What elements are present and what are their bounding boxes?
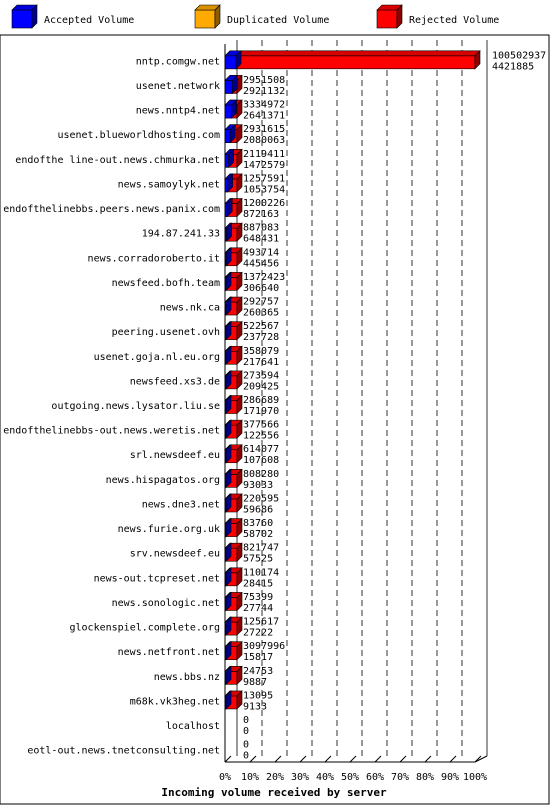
x-tick-label: 90% <box>440 772 460 783</box>
bar-row <box>225 617 242 635</box>
total-value-label: 0 <box>243 715 250 727</box>
server-label: news.netfront.net <box>117 647 220 659</box>
accepted-value-label: 306640 <box>243 282 280 294</box>
total-value-label: 614077 <box>243 444 280 456</box>
accepted-value-label: 2641371 <box>243 110 286 122</box>
total-value-label: 1257591 <box>243 173 286 185</box>
bar-row <box>225 396 242 414</box>
x-tick-label: 70% <box>390 772 410 783</box>
legend-label: Rejected Volume <box>409 15 500 26</box>
bar-row <box>225 51 480 69</box>
accepted-value-label: 260365 <box>243 307 280 319</box>
accepted-value-label: 209425 <box>243 381 280 393</box>
bar-row <box>225 174 242 192</box>
bar-row <box>225 272 242 290</box>
server-label: outgoing.news.lysator.liu.se <box>51 401 220 412</box>
bar-row <box>225 543 242 561</box>
server-label: glockenspiel.complete.org <box>69 622 220 634</box>
server-label: usenet.network <box>135 80 220 92</box>
server-label: news.bbs.nz <box>153 671 220 683</box>
x-tick-label: 0% <box>218 772 232 783</box>
accepted-value-label: 9133 <box>243 701 268 713</box>
x-tick <box>275 756 281 762</box>
accepted-bar <box>225 51 241 69</box>
accepted-value-label: 2080063 <box>243 135 286 147</box>
x-tick-label: 20% <box>265 772 285 783</box>
server-label: endofthe line-out.news.chmurka.net <box>15 154 220 166</box>
total-value-label: 75399 <box>243 591 274 603</box>
x-tick-label: 100% <box>462 772 488 783</box>
accepted-value-label: 237728 <box>243 332 280 344</box>
accepted-value-label: 27222 <box>243 627 274 639</box>
server-label: news.nntp4.net <box>135 105 220 117</box>
server-label: srl.newsdeef.eu <box>129 450 220 462</box>
server-label: newsfeed.xs3.de <box>129 376 220 388</box>
server-label: eotl-out.news.tnetconsulting.net <box>27 745 220 757</box>
accepted-value-label: 93033 <box>243 479 274 491</box>
bar-row <box>225 519 242 537</box>
accepted-value-label: 171970 <box>243 406 280 417</box>
accepted-value-label: 28415 <box>243 578 274 590</box>
bar-row <box>225 420 242 438</box>
x-tick-label: 30% <box>290 772 310 783</box>
accepted-value-label: 217641 <box>243 356 280 368</box>
red-3d-swatch-icon <box>377 5 402 28</box>
server-label: endofthelinebbs.peers.news.panix.com <box>3 204 220 216</box>
x-tick-label: 40% <box>315 772 335 783</box>
blue-3d-swatch-icon <box>12 5 37 28</box>
bar-row <box>225 469 242 487</box>
x-axis-depth-line <box>475 756 487 762</box>
x-tick <box>400 756 406 762</box>
total-value-label: 83760 <box>243 518 274 530</box>
total-value-label: 377566 <box>243 419 280 431</box>
bar-row <box>225 691 242 709</box>
server-label: usenet.goja.nl.eu.org <box>93 351 220 363</box>
bar-row <box>225 248 242 266</box>
total-value-label: 2951508 <box>243 74 286 86</box>
x-tick <box>350 756 356 762</box>
bar-row <box>225 149 242 167</box>
x-tick-label: 60% <box>365 772 385 783</box>
server-label: news-out.tcpreset.net <box>93 573 220 585</box>
server-label: srv.newsdeef.eu <box>129 548 220 560</box>
bar-row <box>225 199 242 217</box>
accepted-value-label: 15817 <box>243 652 274 664</box>
accepted-value-label: 122556 <box>243 430 280 442</box>
x-tick-label: 80% <box>415 772 435 783</box>
total-value-label: 358079 <box>243 345 280 357</box>
server-label: news.hispagatos.org <box>105 474 220 486</box>
rejected-bar <box>225 51 480 69</box>
bar-row <box>225 568 242 586</box>
bar-row <box>225 223 242 241</box>
total-value-label: 2119411 <box>243 148 286 160</box>
x-tick <box>375 756 381 762</box>
bar-row <box>225 125 242 143</box>
total-value-label: 292757 <box>243 296 280 308</box>
total-value-label: 493714 <box>243 247 280 259</box>
x-tick <box>300 756 306 762</box>
bar-row <box>225 642 242 660</box>
total-value-label: 2931615 <box>243 124 286 136</box>
total-value-label: 1200226 <box>243 198 286 210</box>
accepted-value-label: 1472579 <box>243 159 286 171</box>
total-value-label: 887083 <box>243 222 280 234</box>
accepted-value-label: 648431 <box>243 233 280 245</box>
accepted-value-label: 107608 <box>243 455 280 467</box>
bar-row <box>225 75 242 93</box>
accepted-value-label: 2921132 <box>243 85 286 97</box>
total-value-label: 3097996 <box>243 641 286 653</box>
legend-label: Duplicated Volume <box>227 15 330 26</box>
legend-item-2 <box>195 5 329 28</box>
total-value-label: 110174 <box>243 567 280 579</box>
bar-row <box>225 371 242 389</box>
server-label: news.sonologic.net <box>111 597 220 609</box>
orange-3d-swatch-icon <box>195 5 220 28</box>
bar-row <box>225 297 242 315</box>
total-value-label: 808280 <box>243 468 280 480</box>
total-value-label: 273594 <box>243 370 280 382</box>
total-value-label: 286689 <box>243 395 280 406</box>
accepted-value-label: 1053754 <box>243 184 286 196</box>
server-label: m68k.vk3heg.net <box>129 696 220 708</box>
total-value-label: 0 <box>243 739 250 751</box>
server-label: news.corradoroberto.it <box>87 253 220 265</box>
accepted-value-label: 27744 <box>243 602 274 614</box>
accepted-value-label: 58702 <box>243 529 274 541</box>
total-value-label: 821747 <box>243 542 280 554</box>
total-value-label: 24753 <box>243 665 274 677</box>
bar-row <box>225 100 242 118</box>
server-label: news.dne3.net <box>141 499 220 511</box>
bar-row <box>225 494 242 512</box>
accepted-value-label: 4421885 <box>492 61 535 73</box>
server-label: news.furie.org.uk <box>117 524 220 536</box>
bar-row <box>225 346 242 364</box>
legend-item-3 <box>377 5 499 28</box>
total-value-label: 100502937 <box>492 50 547 62</box>
server-label: nntp.comgw.net <box>135 56 220 68</box>
total-value-label: 125617 <box>243 616 280 628</box>
server-label: 194.87.241.33 <box>141 228 220 240</box>
x-tick <box>250 756 256 762</box>
x-tick <box>325 756 331 762</box>
total-value-label: 3334972 <box>243 99 286 111</box>
bar-row <box>225 666 242 684</box>
x-tick <box>450 756 456 762</box>
x-tick-label: 50% <box>340 772 360 783</box>
total-value-label: 1372423 <box>243 271 286 283</box>
x-tick <box>225 756 231 762</box>
x-axis-title: Incoming volume received by server <box>161 786 387 799</box>
server-label: usenet.blueworldhosting.com <box>57 130 220 142</box>
accepted-value-label: 59686 <box>243 504 274 516</box>
server-label: news.samoylyk.net <box>117 179 220 191</box>
x-tick-label: 10% <box>240 772 260 783</box>
total-value-label: 522567 <box>243 321 280 333</box>
total-value-label: 220595 <box>243 493 280 505</box>
server-label: news.nk.ca <box>159 302 220 314</box>
legend-label: Accepted Volume <box>44 15 135 26</box>
server-label: localhost <box>165 721 220 733</box>
x-tick <box>425 756 431 762</box>
accepted-value-label: 57525 <box>243 553 274 565</box>
bar-row <box>225 322 242 340</box>
bar-row <box>225 592 242 610</box>
server-label: endofthelinebbs-out.news.weretis.net <box>3 425 220 437</box>
legend-item-1 <box>12 5 134 28</box>
accepted-value-label: 445456 <box>243 258 280 270</box>
accepted-value-label: 0 <box>243 726 250 738</box>
accepted-value-label: 9887 <box>243 676 268 688</box>
bar-row <box>225 445 242 463</box>
accepted-value-label: 872163 <box>243 209 280 221</box>
server-label: newsfeed.bofh.team <box>111 277 220 289</box>
accepted-value-label: 0 <box>243 750 250 762</box>
server-label: peering.usenet.ovh <box>111 327 220 339</box>
total-value-label: 13095 <box>243 690 274 702</box>
